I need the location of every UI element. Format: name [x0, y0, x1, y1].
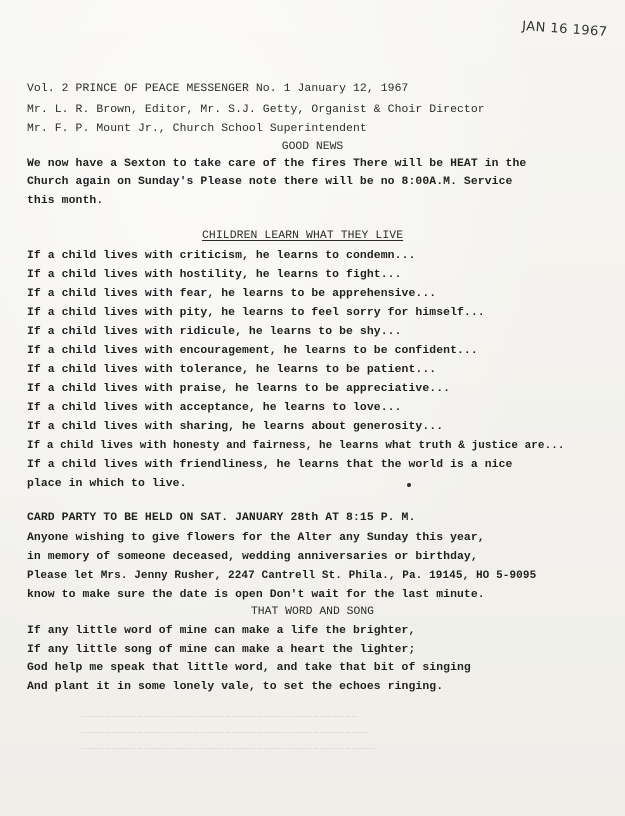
good-news-line: this month. — [27, 195, 104, 207]
poem-line: If a child lives with hostility, he learns to fight... — [27, 269, 402, 281]
flowers-line: know to make sure the date is open Don't wait for the last minute. — [27, 589, 485, 601]
poem-line: place in which to live. — [27, 478, 187, 490]
good-news-heading: GOOD NEWS — [281, 141, 344, 153]
song-line: And plant it in some lonely vale, to set the echoes ringing. — [27, 681, 444, 693]
song-line: If any little word of mine can make a life the brighter, — [27, 625, 416, 637]
poem-line: If a child lives with ridicule, he learns to be shy... — [27, 326, 402, 338]
bleed-through-decoration: ~~~~~~~~~~~~~~~~~~~~~~~~~~~~~~~~~~~~~~~~~~~~~~~ — [80, 744, 377, 756]
superintendent-line: Mr. F. P. Mount Jr., Church School Superintendent — [27, 123, 367, 135]
editor-line: Mr. L. R. Brown, Editor, Mr. S.J. Getty, Organist & Choir Director — [27, 104, 485, 116]
bleed-through-decoration: ~~~~~~~~~~~~~~~~~~~~~~~~~~~~~~~~~~~~~~~~~~~~~~ — [80, 728, 370, 740]
flowers-line: in memory of someone deceased, wedding anniversaries or birthday, — [27, 551, 478, 563]
poem-title: CHILDREN LEARN WHAT THEY LIVE — [202, 230, 404, 242]
date-stamp: JAN 16 1967 — [521, 19, 609, 40]
bleed-through-decoration: ~~~~~~~~~~~~~~~~~~~~~~~~~~~~~~~~~~~~~~~~~~~~ — [80, 712, 358, 724]
flowers-line: Please let Mrs. Jenny Rusher, 2247 Cantrell St. Phila., Pa. 19145, HO 5-9095 — [27, 570, 537, 582]
poem-line: If a child lives with fear, he learns to be apprehensive... — [27, 288, 437, 300]
poem-line: If a child lives with tolerance, he learns to be patient... — [27, 364, 437, 376]
poem-line: If a child lives with pity, he learns to feel sorry for himself... — [27, 307, 485, 319]
poem-line: If a child lives with friendliness, he learns that the world is a nice — [27, 459, 513, 471]
poem-line: If a child lives with criticism, he learns to condemn... — [27, 250, 416, 262]
poem-line: If a child lives with acceptance, he learns to love... — [27, 402, 402, 414]
poem-line: If a child lives with praise, he learns to be appreciative... — [27, 383, 451, 395]
ink-dot — [407, 483, 411, 487]
poem-line: If a child lives with encouragement, he learns to be confident... — [27, 345, 478, 357]
masthead-line: Vol. 2 PRINCE OF PEACE MESSENGER No. 1 January 12, 1967 — [27, 83, 409, 95]
good-news-line: Church again on Sunday's Please note there will be no 8:00A.M. Service — [27, 176, 513, 188]
poem-line: If a child lives with honesty and fairness, he learns what truth & justice are... — [27, 440, 565, 452]
good-news-line: We now have a Sexton to take care of the fires There will be HEAT in the — [27, 158, 527, 170]
song-line: If any little song of mine can make a heart the lighter; — [27, 644, 416, 656]
flowers-line: Anyone wishing to give flowers for the Alter any Sunday this year, — [27, 532, 485, 544]
song-line: God help me speak that little word, and take that bit of singing — [27, 662, 471, 674]
card-party-notice: CARD PARTY TO BE HELD ON SAT. JANUARY 28th AT 8:15 P. M. — [27, 512, 416, 524]
song-heading: THAT WORD AND SONG — [250, 606, 375, 618]
poem-line: If a child lives with sharing, he learns about generosity... — [27, 421, 444, 433]
